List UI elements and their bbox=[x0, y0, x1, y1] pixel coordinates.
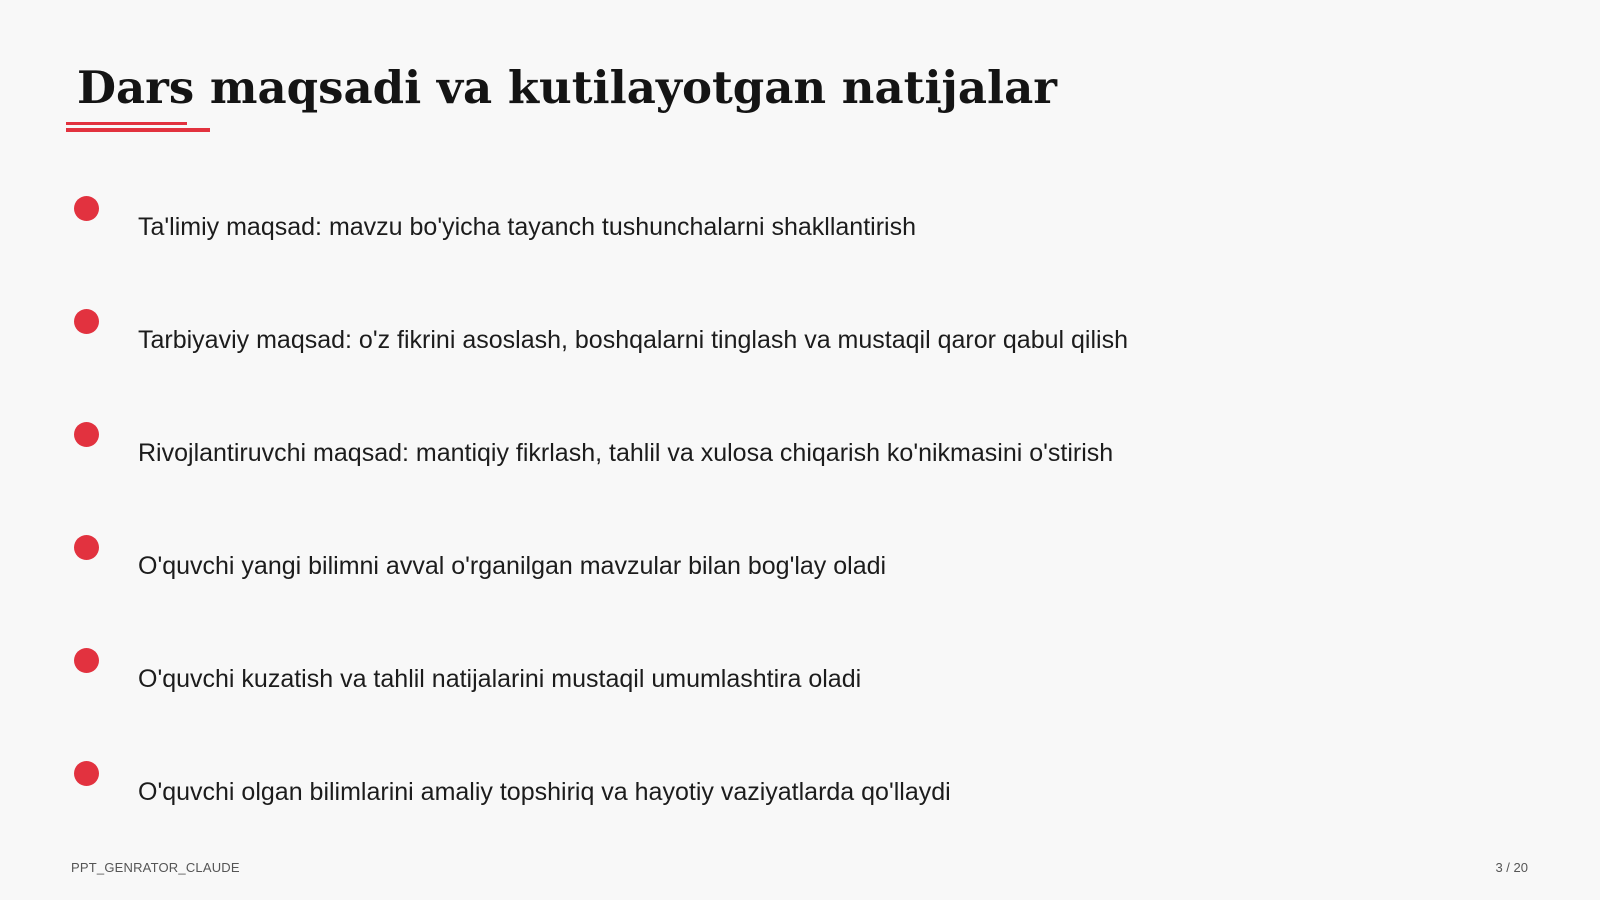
bullet-dot-icon bbox=[74, 535, 99, 560]
bullet-text: Tarbiyaviy maqsad: o'z fikrini asoslash, boshqalarni tinglash va mustaqil qaror qabul qilish bbox=[138, 326, 1128, 354]
bullet-item bbox=[0, 422, 1500, 522]
bullet-item bbox=[0, 761, 1500, 861]
bullet-text: Ta'limiy maqsad: mavzu bo'yicha tayanch tushunchalarni shakllantirish bbox=[138, 213, 916, 241]
bullet-text: O'quvchi kuzatish va tahlil natijalarini mustaqil umumlashtira oladi bbox=[138, 665, 862, 693]
title-underline-thick bbox=[66, 128, 210, 132]
bullet-text: O'quvchi olgan bilimlarini amaliy topshiriq va hayotiy vaziyatlarda qo'llaydi bbox=[138, 778, 951, 806]
bullet-item bbox=[0, 196, 1500, 296]
footer-brand: PPT_GENRATOR_CLAUDE bbox=[71, 860, 240, 875]
bullet-item bbox=[0, 309, 1500, 409]
bullet-dot-icon bbox=[74, 422, 99, 447]
title-underline-thin bbox=[66, 122, 187, 125]
slide-title: Dars maqsadi va kutilayotgan natijalar bbox=[77, 61, 1057, 114]
bullet-item bbox=[0, 535, 1500, 635]
bullet-text: O'quvchi yangi bilimni avval o'rganilgan mavzular bilan bog'lay oladi bbox=[138, 552, 887, 580]
bullet-text: Rivojlantiruvchi maqsad: mantiqiy fikrlash, tahlil va xulosa chiqarish ko'nikmasini o'stirish bbox=[138, 439, 1114, 467]
bullet-dot-icon bbox=[74, 196, 99, 221]
bullet-dot-icon bbox=[74, 761, 99, 786]
bullet-item bbox=[0, 648, 1500, 748]
bullet-dot-icon bbox=[74, 648, 99, 673]
title-underline bbox=[66, 122, 210, 134]
bullet-dot-icon bbox=[74, 309, 99, 334]
page-indicator: 3 / 20 bbox=[1495, 860, 1528, 875]
